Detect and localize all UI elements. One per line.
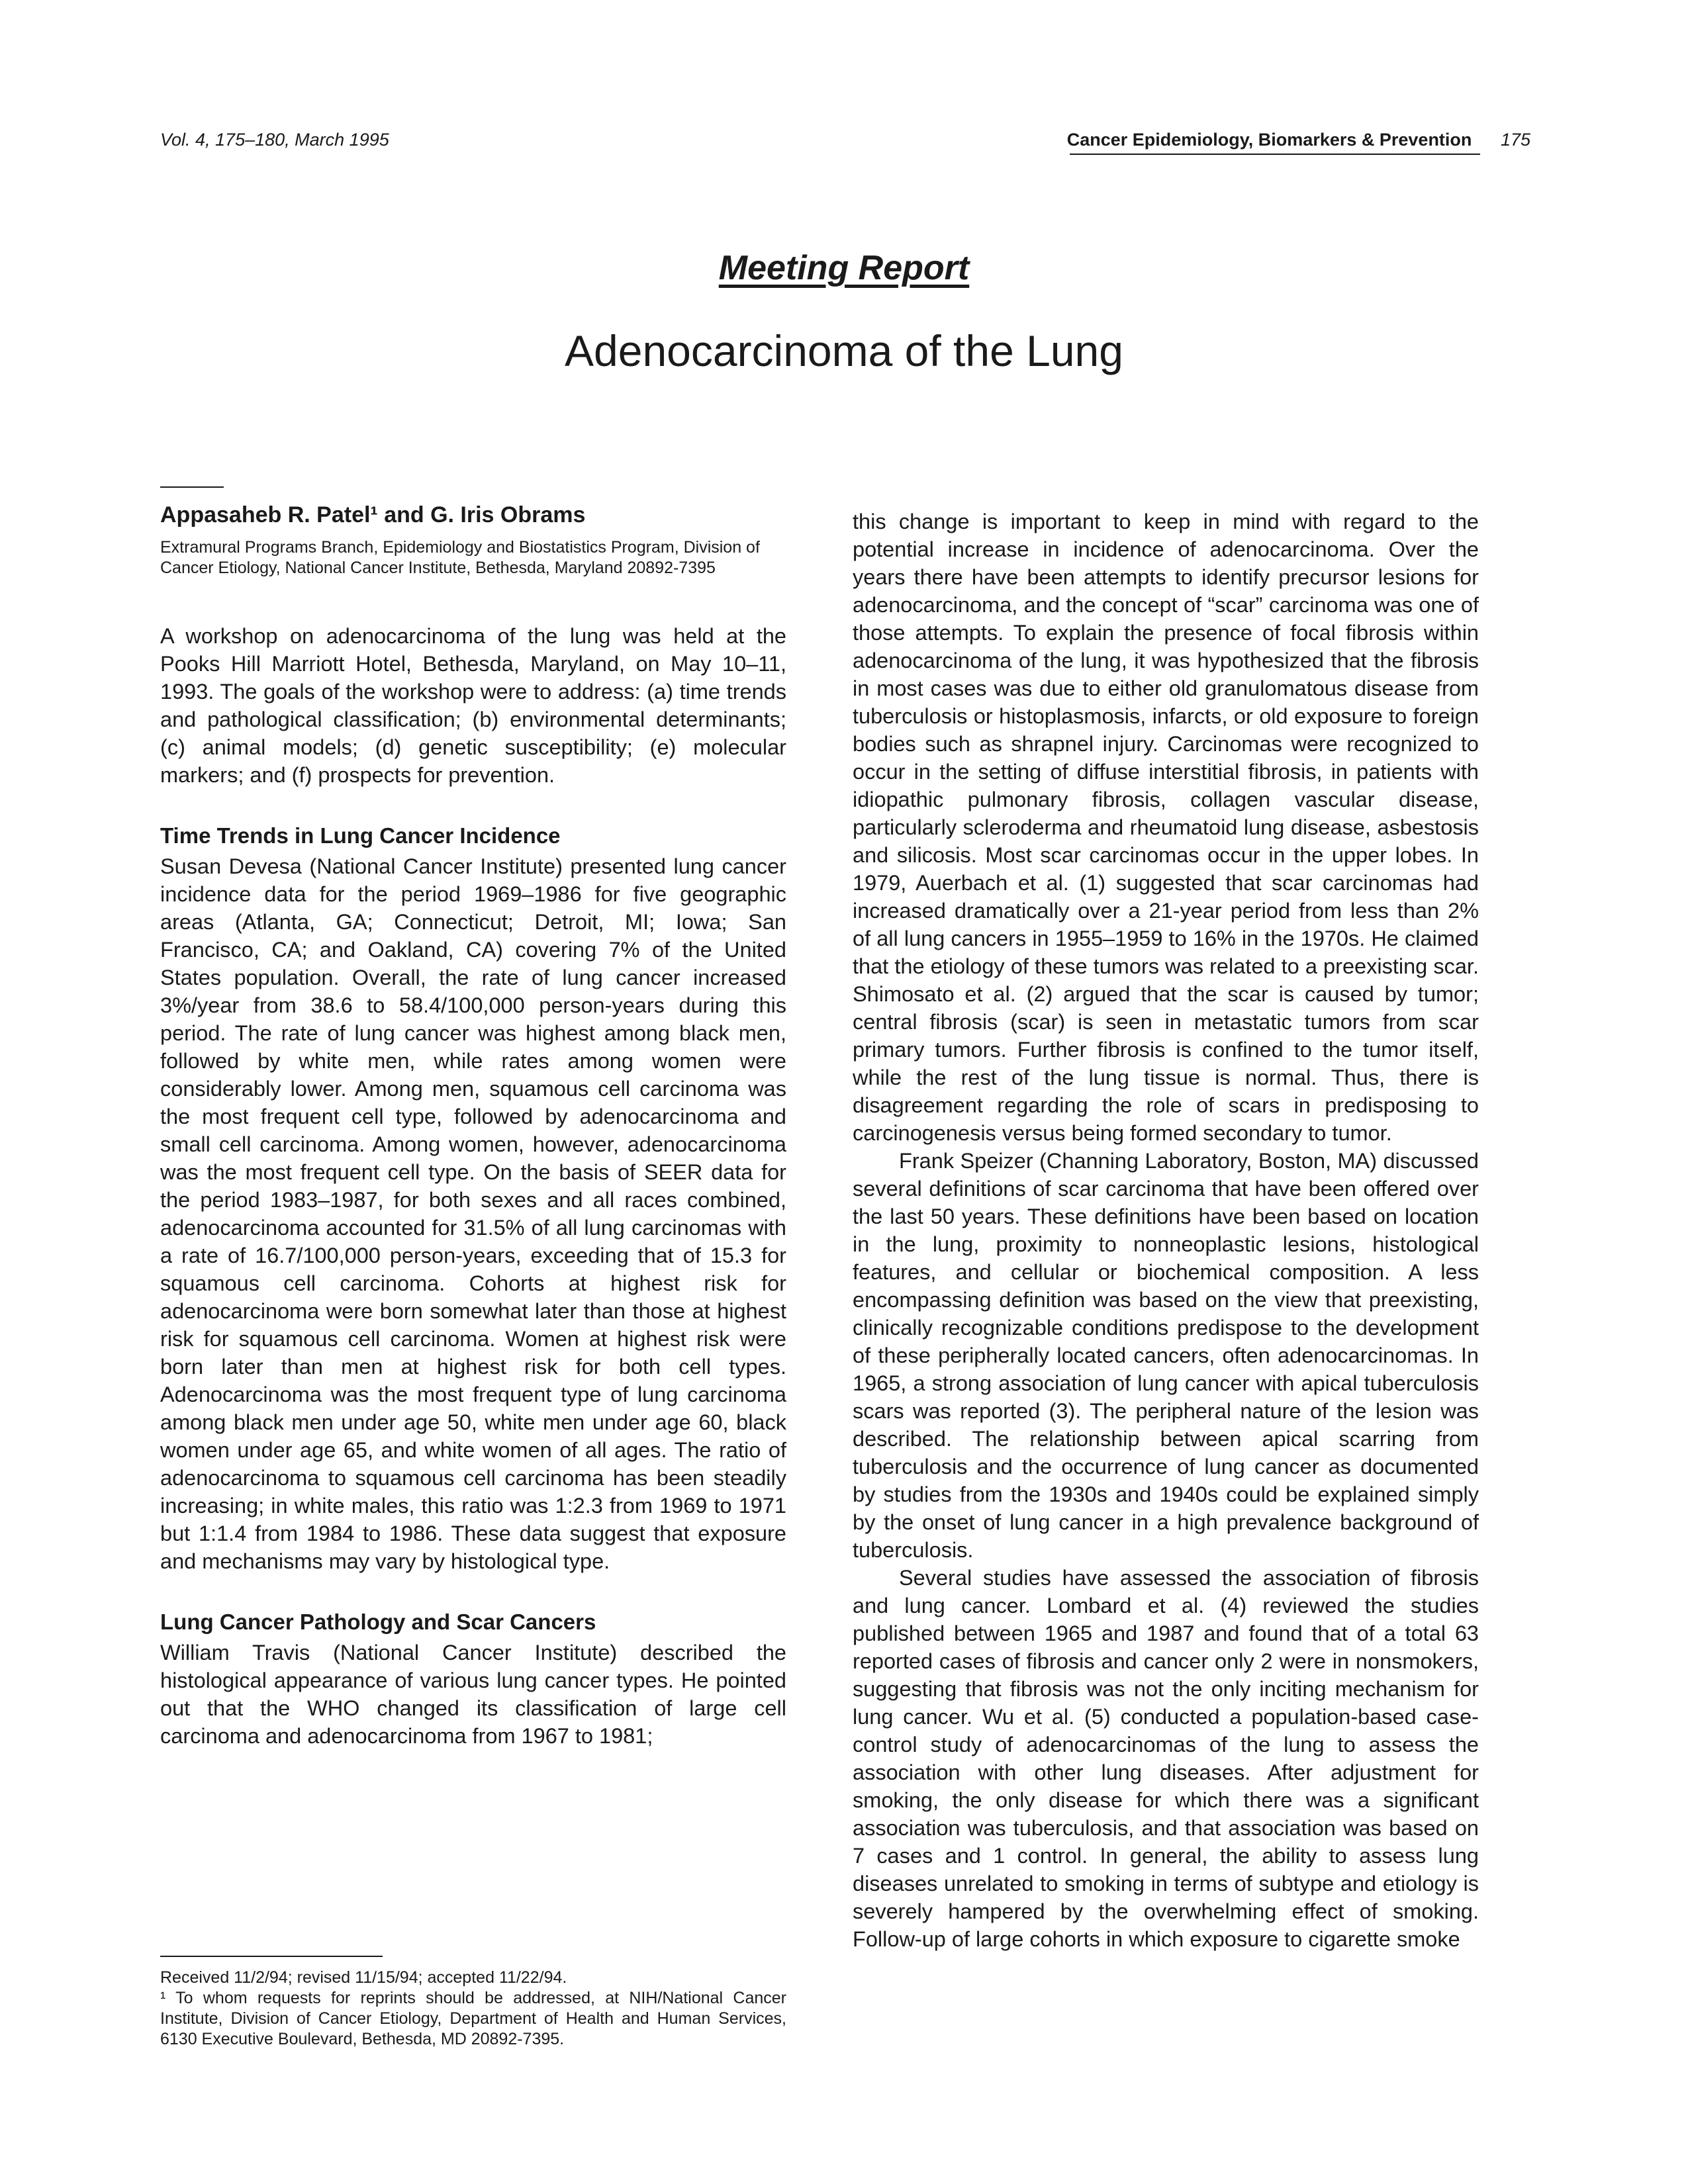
paragraph-time-trends: Susan Devesa (National Cancer Institute) presented lung cancer incidence data for the period 1969–1986 for five geographic areas (Atlanta, GA; Connecticut; Detroit, MI; Iowa; San Francisco, CA; and Oakland, CA) covering 7% of the United States population. Overall, the rate of lung cancer increased 3%/year from 38.6 to 58.4/100,000 person-years during this period. The rate of lung cancer was highest among black men, followed by white men, while rates among women were considerably lower. Among men, squamous cell carcinoma was the most frequent cell type, followed by adenocarcinoma and small cell carcinoma. Among women, however, adenocarcinoma was the most frequent cell type. On the basis of SEER data for the period 1983–1987, for both sexes and all races combined, adenocarcinoma accounted for 31.5% of all lung carcinomas with a rate of 16.7/100,000 person-years, exceeding that of 15.3 for squamous cell carcinoma. Cohorts at highest risk for adenocarcinoma were born somewhat later than those at highest risk for squamous cell carcinoma. Women at highest risk were born later than men at highest risk for both cell types. Adenocarcinoma was the most frequent type of lung carcinoma among black men under age 50, white men under age 60, black women under age 65, and white women of all ages. The ratio of adenocarcinoma to squamous cell carcinoma has been steadily increasing; in white males, this ratio was 1:2.3 from 1969 to 1971 but 1:1.4 from 1984 to 1986. These data suggest that exposure and mechanisms may vary by histological type. [160, 854, 786, 1573]
author-rule [160, 486, 224, 488]
journal-citation: Vol. 4, 175–180, March 1995 [160, 130, 389, 150]
received-dates: Received 11/2/94; revised 11/15/94; accepted 11/22/94. [160, 1968, 567, 1987]
journal-header-right [1067, 130, 1530, 150]
article-title: Adenocarcinoma of the Lung [565, 326, 1123, 375]
running-header [160, 130, 1530, 156]
paragraph-pathology-start: William Travis (National Cancer Institute) described the histological appearance of various lung cancer types. He pointed out that the WHO changed its classification of large cell carcinoma and adenocarcinoma from 1967 to 1981; [160, 1641, 786, 1748]
right-column [853, 508, 1479, 1953]
intro-paragraph: A workshop on adenocarcinoma of the lung was held at the Pooks Hill Marriott Hotel, Bethesda, Maryland, on May 10–11, 1993. The goals of the workshop were to address: (a) time trends and pathological classification; (b) environmental determinants; (c) animal models; (d) genetic susceptibility; (e) molecular markers; and (f) prospects for prevention. [160, 624, 786, 787]
reprint-footnote: ¹ To whom requests for reprints should be addressed, at NIH/National Cancer Institute, Division of Cancer Etiology, Department of Health and Human Services, 6130 Executive Boulevard, Bethesda, MD 20892-7395. [160, 1989, 786, 2048]
author-affiliation: Extramural Programs Branch, Epidemiology and Biostatistics Program, Division of Cancer Etiology, National Cancer Institute, Bethesda, Maryland 20892-7395 [160, 538, 760, 577]
footnote-rule [160, 1956, 383, 1957]
section-heading-pathology: Lung Cancer Pathology and Scar Cancers [160, 1610, 596, 1634]
journal-name: Cancer Epidemiology, Biomarkers & Prevention [1066, 130, 1472, 150]
section-heading-time-trends: Time Trends in Lung Cancer Incidence [160, 823, 561, 848]
left-column [160, 486, 786, 1750]
section-label: Meeting Report [718, 249, 970, 287]
page-number: 175 [1500, 130, 1530, 150]
author-list: Appasaheb R. Patel¹ and G. Iris Obrams [160, 502, 586, 527]
paragraph-speizer: Frank Speizer (Channing Laboratory, Boston, MA) discussed several definitions of scar carcinoma that have been offered over the last 50 years. These definitions have been based on location in the lung, proximity to nonneoplastic lesions, histological features, and cellular or biochemical composition. A less encompassing definition was based on the view that preexisting, clinically recognizable conditions predispose to the development of these peripherally located cancers, often adenocarcinomas. In 1965, a strong association of lung cancer with apical tuberculosis scars was reported (3). The peripheral nature of the lesion was described. The relationship between apical scarring from tuberculosis and the occurrence of lung cancer as documented by studies from the 1930s and 1940s could be explained simply by the onset of lung cancer in a high prevalence background of tuberculosis. [853, 1149, 1479, 1562]
paragraph-scar-carcinoma: this change is important to keep in mind with regard to the potential increase in incidence of adenocarcinoma. Over the years there have been attempts to identify precursor lesions for adenocarcinoma, and the concept of “scar” carcinoma was one of those attempts. To explain the presence of focal fibrosis within adenocarcinoma of the lung, it was hypothesized that the fibrosis in most cases was due to either old granulomatous disease from tuberculosis or histoplasmosis, infarcts, or old exposure to foreign bodies such as shrapnel injury. Carcinomas were recognized to occur in the setting of diffuse interstitial fibrosis, in patients with idiopathic pulmonary fibrosis, collagen vascular disease, particularly scleroderma and rheumatoid lung disease, asbestosis and silicosis. Most scar carcinomas occur in the upper lobes. In 1979, Auerbach et al. (1) suggested that scar carcinomas had increased dramatically over a 21-year period from less than 2% of all lung cancers in 1955–1959 to 16% in the 1970s. He claimed that the etiology of these tumors was related to a preexisting scar. Shimosato et al. (2) argued that the scar is caused by tumor; central fibrosis (scar) is seen in metastatic tumors from scar primary tumors. Further fibrosis is confined to the tumor itself, while the rest of the lung tissue is normal. Thus, there is disagreement regarding the role of scars in predisposing to carcinogenesis versus being formed secondary to tumor. [853, 510, 1479, 1145]
footnotes [160, 1956, 786, 2050]
header-rule [1070, 154, 1480, 155]
paragraph-fibrosis-studies: Several studies have assessed the association of fibrosis and lung cancer. Lombard et al. (4) reviewed the studies published between 1965 and 1987 and found that of a total 63 reported cases of fibrosis and cancer only 2 were in nonsmokers, suggesting that fibrosis was not the only inciting mechanism for lung cancer. Wu et al. (5) conducted a population-based case-control study of adenocarcinomas of the lung to assess the association with other lung diseases. After adjustment for smoking, the only disease for which there was a significant association was tuberculosis, and that association was based on 7 cases and 1 control. In general, the ability to assess lung diseases unrelated to smoking in terms of subtype and etiology is severely hampered by the overwhelming effect of smoking. Follow-up of large cohorts in which exposure to cigarette smoke [853, 1566, 1479, 1951]
